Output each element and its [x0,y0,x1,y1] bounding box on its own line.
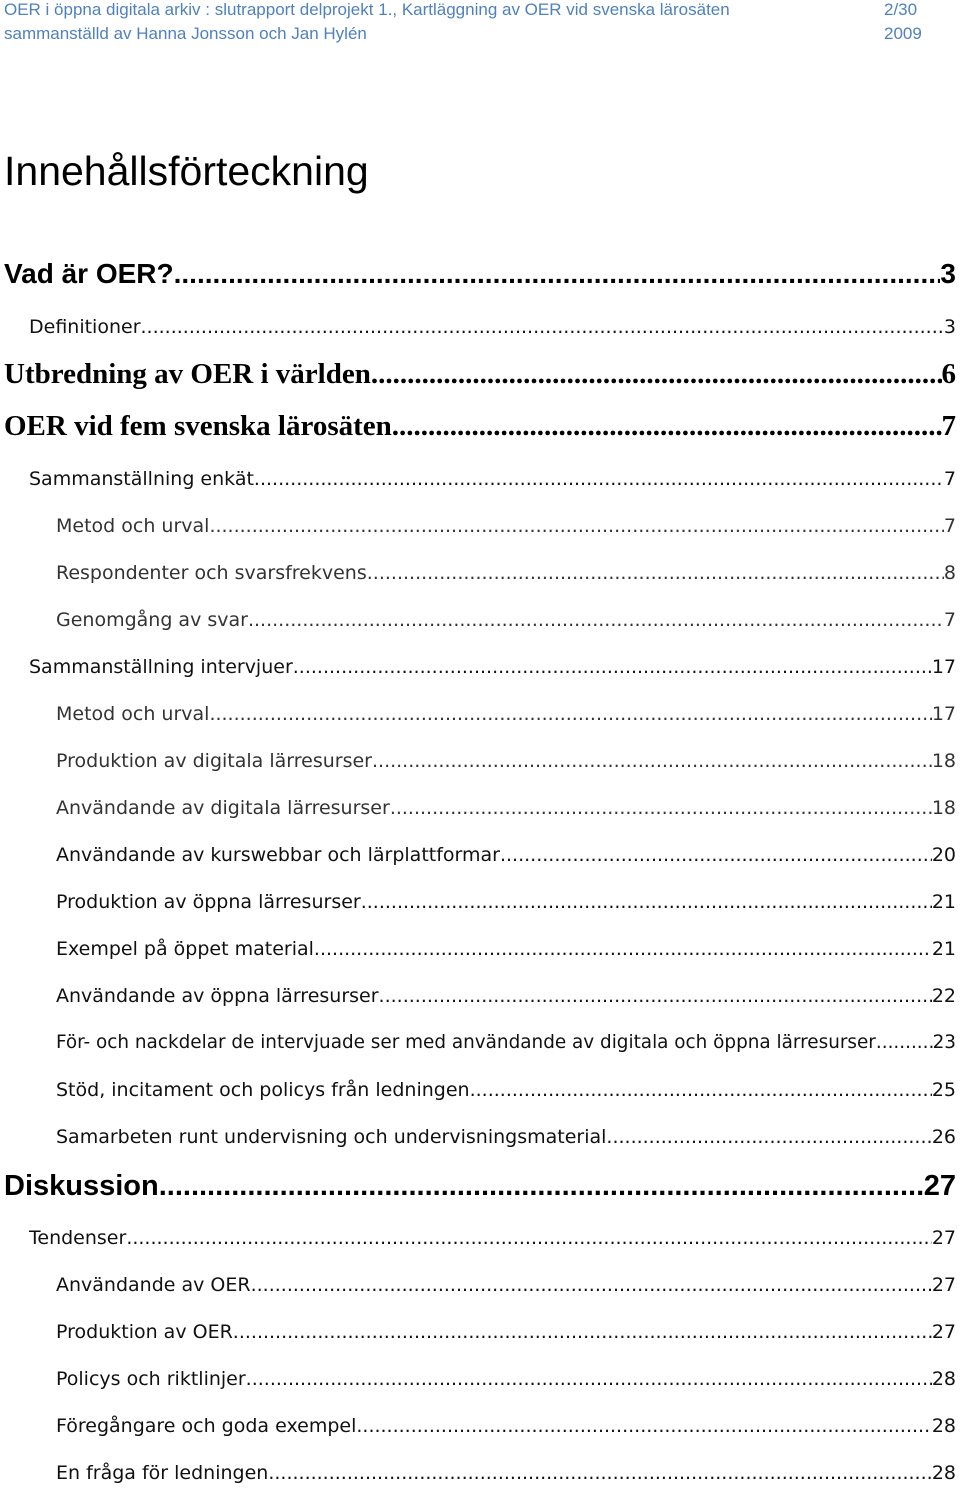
toc-entry[interactable] [56,1032,956,1053]
toc-entry-label: Diskussion [4,1170,159,1202]
toc-entry[interactable] [29,468,956,490]
toc-entry[interactable] [56,609,956,631]
toc-entry-label: Föregångare och goda exempel [56,1415,357,1437]
toc-entry-label: Sammanställning intervjuer [29,656,293,678]
toc-entry[interactable] [56,844,956,866]
toc-entry-page: 28 [931,1462,956,1484]
toc-entry-label: En fråga för ledningen [56,1462,269,1484]
toc-entry-page: 20 [931,844,956,866]
toc-entry-label: Respondenter och svarsfrekvens [56,562,367,584]
toc-entry-label: Exempel på öppet material [56,938,314,960]
toc-entry[interactable] [56,1321,956,1343]
toc-entry-label: Produktion av öppna lärresurser [56,891,361,913]
toc-entry-label: Användande av digitala lärresurser [56,797,390,819]
toc-entry-page: 18 [931,750,956,772]
toc-entry[interactable] [56,1415,956,1437]
toc-entry-page: 7 [941,410,956,442]
toc-entry[interactable] [29,1227,956,1249]
toc-entry[interactable] [29,316,956,338]
toc-entry-page: 7 [943,609,956,631]
toc-entry-page: 28 [931,1415,956,1437]
toc-entry-page: 17 [931,656,956,678]
toc-entry-page: 8 [943,562,956,584]
toc-entry[interactable] [56,938,956,960]
toc-entry-page: 23 [932,1032,956,1053]
toc-entry-label: OER vid fem svenska lärosäten [4,410,392,442]
toc-entry[interactable] [4,358,956,391]
toc-entry-page: 21 [931,938,956,960]
toc-entry-page: 25 [931,1079,956,1101]
toc-entry-label: Vad är OER? [4,258,174,289]
toc-entry[interactable] [4,1170,956,1203]
toc-entry[interactable] [56,703,956,725]
header-year: 2009 [884,24,922,43]
toc-entry-label: Produktion av OER [56,1321,233,1343]
header-authors: sammanställd av Hanna Jonsson och Jan Hylén [4,24,367,43]
toc-entry-label: Metod och urval [56,515,210,537]
toc-entry[interactable] [56,750,956,772]
toc-entry[interactable] [56,1079,956,1101]
toc-entry-label: Stöd, incitament och policys från ledningen [56,1079,470,1101]
toc-entry[interactable] [56,1368,956,1390]
toc-entry-page: 21 [931,891,956,913]
toc-entry-page: 3 [940,258,956,289]
running-header-line-2 [4,24,922,44]
toc-entry-page: 22 [931,985,956,1007]
toc-entry[interactable] [56,1126,956,1148]
toc-entry-label: För- och nackdelar de intervjuade ser med användande av digitala och öppna lärresurser [56,1032,876,1053]
header-page-number: 2/30 [884,0,918,19]
toc-entry-label: Produktion av digitala lärresurser [56,750,372,772]
toc-entry-label: Definitioner [29,316,141,338]
toc-entry-page: 28 [931,1368,956,1390]
toc-entry-page: 7 [943,468,956,490]
toc-entry[interactable] [4,258,956,290]
toc-entry[interactable] [56,562,956,584]
toc-entry-label: Användande av OER [56,1274,251,1296]
toc-entry-page: 26 [931,1126,956,1148]
toc-entry-page: 7 [943,515,956,537]
toc-entry-label: Tendenser [29,1227,127,1249]
toc-entry-label: Samarbeten runt undervisning och undervisningsmaterial [56,1126,607,1148]
toc-entry[interactable] [4,410,956,443]
running-header-line-1 [4,0,918,20]
toc-entry-page: 27 [931,1321,956,1343]
toc-entry[interactable] [56,891,956,913]
toc-entry[interactable] [56,1462,956,1484]
toc-entry-label: Användande av kurswebbar och lärplattformar [56,844,500,866]
toc-title: Innehållsförteckning [4,148,369,194]
toc-entry-page: 17 [931,703,956,725]
header-title: OER i öppna digitala arkiv : slutrapport delprojekt 1., Kartläggning av OER vid svenska lärosäten [4,0,730,19]
toc-entry[interactable] [29,656,956,678]
toc-entry[interactable] [56,797,956,819]
toc-entry[interactable] [56,515,956,537]
toc-entry-page: 27 [931,1274,956,1296]
toc-entry[interactable] [56,1274,956,1296]
toc-entry-page: 3 [943,316,956,338]
toc-entry-label: Genomgång av svar [56,609,248,631]
toc-entry-page: 27 [931,1227,956,1249]
toc-entry-page: 27 [923,1170,956,1202]
toc-entry-label: Sammanställning enkät [29,468,254,490]
toc-entry-page: 6 [941,358,956,390]
toc-entry-label: Användande av öppna lärresurser [56,985,379,1007]
toc-entry-label: Policys och riktlinjer [56,1368,246,1390]
toc-entry-label: Utbredning av OER i världen [4,358,371,390]
toc-entry-label: Metod och urval [56,703,210,725]
toc-entry-page: 18 [931,797,956,819]
toc-entry[interactable] [56,985,956,1007]
